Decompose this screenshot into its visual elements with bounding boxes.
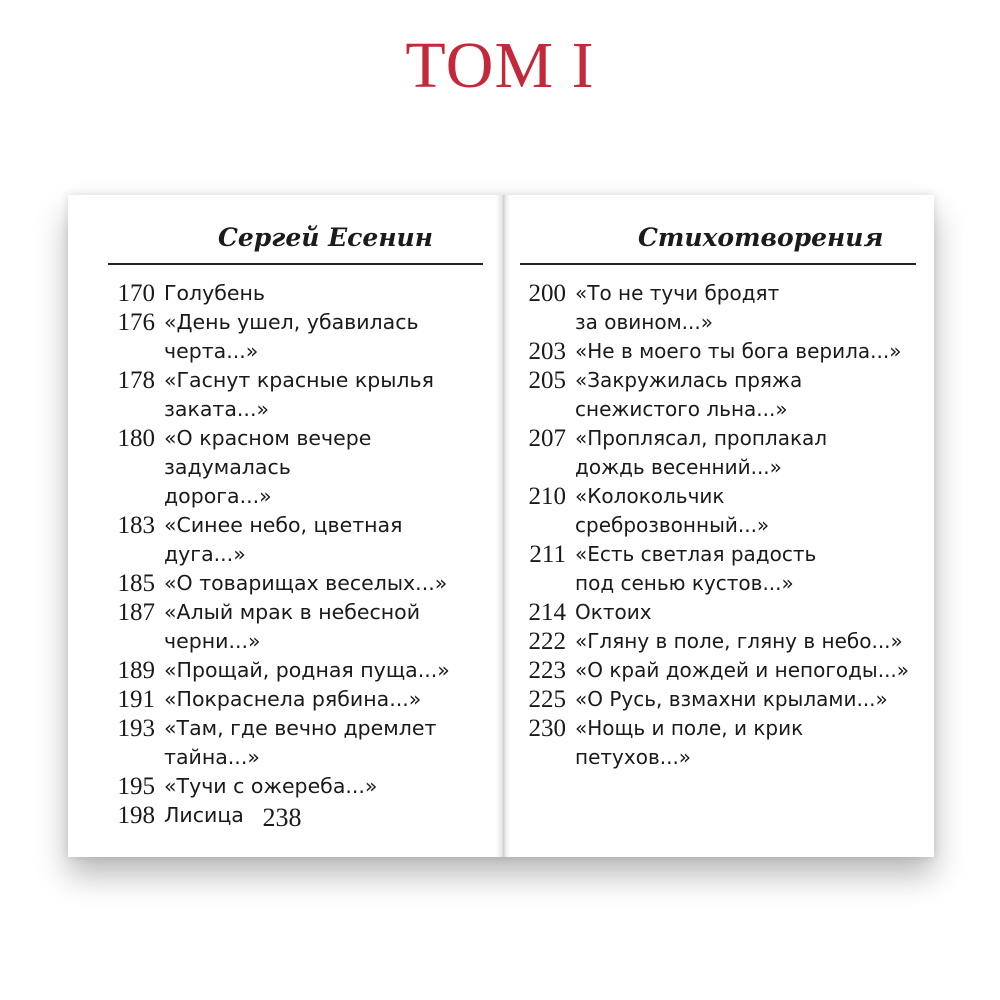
toc-list-left: [105, 279, 490, 830]
toc-entry: [105, 366, 490, 424]
toc-poem-title: «День ушел, убавилась черта...»: [164, 310, 419, 363]
toc-entry: [518, 279, 928, 337]
toc-entry: [105, 308, 490, 366]
toc-poem-title: «Есть светлая радость под сенью кустов...»: [575, 542, 817, 595]
toc-page-number: 225: [528, 686, 566, 713]
toc-entry: [518, 714, 928, 772]
toc-entry: [105, 714, 490, 772]
toc-page-number: 211: [529, 541, 566, 568]
toc-poem-title: «Прощай, родная пуща...»: [164, 658, 450, 682]
toc-page-number: 223: [528, 657, 566, 684]
toc-page-number: 178: [117, 367, 155, 394]
toc-entry: [518, 627, 928, 656]
toc-poem-title: Голубень: [164, 281, 266, 305]
toc-page-number: 193: [117, 715, 155, 742]
running-head-section: Стихотворения: [638, 223, 884, 252]
toc-poem-title: «Проплясал, проплакал дождь весенний...»: [575, 426, 828, 479]
open-book: [68, 195, 934, 857]
toc-page-number: 214: [528, 599, 566, 626]
toc-entry: [105, 424, 490, 511]
toc-poem-title: «Гаснут красные крылья заката...»: [164, 368, 434, 421]
toc-entry: [518, 337, 928, 366]
toc-page-number: 187: [117, 599, 155, 626]
toc-poem-title: «О красном вечере задумалась дорога...»: [164, 426, 372, 508]
toc-poem-title: «Там, где вечно дремлет тайна...»: [164, 716, 437, 769]
toc-page-number: 176: [117, 309, 155, 336]
toc-page-number: 207: [528, 425, 566, 452]
toc-page-number: 222: [528, 628, 566, 655]
toc-entry: [105, 569, 490, 598]
toc-page-number: 230: [528, 715, 566, 742]
volume-title: ТОМ I: [405, 29, 595, 102]
toc-poem-title: Лисица: [164, 803, 244, 827]
toc-poem-title: «Не в моего ты бога верила...»: [575, 339, 902, 363]
toc-page-number: 205: [528, 367, 566, 394]
toc-entry: [518, 685, 928, 714]
toc-page-number: 183: [117, 512, 155, 539]
toc-poem-title: «О Русь, взмахни крылами...»: [575, 687, 888, 711]
toc-entry: [518, 540, 928, 598]
left-page: [68, 195, 496, 857]
toc-entry: [518, 656, 928, 685]
toc-entry: [105, 511, 490, 569]
toc-page-number: 195: [117, 773, 155, 800]
header-rule: [520, 263, 916, 265]
toc-entry: [518, 482, 928, 540]
toc-poem-title: «Нощь и поле, и крик петухов...»: [575, 716, 804, 769]
toc-entry: [105, 656, 490, 685]
running-head-author: Сергей Есенин: [218, 223, 433, 252]
toc-entry: [105, 279, 490, 308]
toc-page-number: 198: [117, 802, 155, 829]
toc-page-number: 189: [117, 657, 155, 684]
toc-page-number: 203: [528, 338, 566, 365]
toc-entry: [105, 598, 490, 656]
toc-poem-title: «О край дождей и непогоды...»: [575, 658, 910, 682]
toc-poem-title: «Алый мрак в небесной черни...»: [164, 600, 421, 653]
toc-entry: [518, 598, 928, 627]
toc-list-right: [518, 279, 928, 772]
toc-entry: [105, 685, 490, 714]
toc-poem-title: «Синее небо, цветная дуга...»: [164, 513, 403, 566]
right-page: [510, 195, 934, 857]
toc-poem-title: «То не тучи бродят за овином...»: [575, 281, 780, 334]
toc-poem-title: «Гляну в поле, гляну в небо...»: [575, 629, 903, 653]
toc-poem-title: «О товарищах веселых...»: [164, 571, 448, 595]
toc-entry: [518, 366, 928, 424]
toc-page-number: 210: [528, 483, 566, 510]
toc-poem-title: Октоих: [575, 600, 652, 624]
toc-poem-title: «Колокольчик среброзвонный...»: [575, 484, 770, 537]
toc-entry: [105, 772, 490, 801]
toc-page-number: 185: [117, 570, 155, 597]
page-number: 238: [262, 803, 302, 832]
header-rule: [108, 263, 483, 265]
toc-page-number: 191: [117, 686, 155, 713]
toc-poem-title: «Покраснела рябина...»: [164, 687, 422, 711]
toc-entry: [518, 424, 928, 482]
book-spine: [496, 195, 510, 857]
toc-poem-title: «Закружилась пряжа снежистого льна...»: [575, 368, 803, 421]
toc-page-number: 170: [117, 280, 155, 307]
toc-poem-title: «Тучи с ожереба...»: [164, 774, 378, 798]
toc-page-number: 180: [117, 425, 155, 452]
toc-page-number: 200: [528, 280, 566, 307]
